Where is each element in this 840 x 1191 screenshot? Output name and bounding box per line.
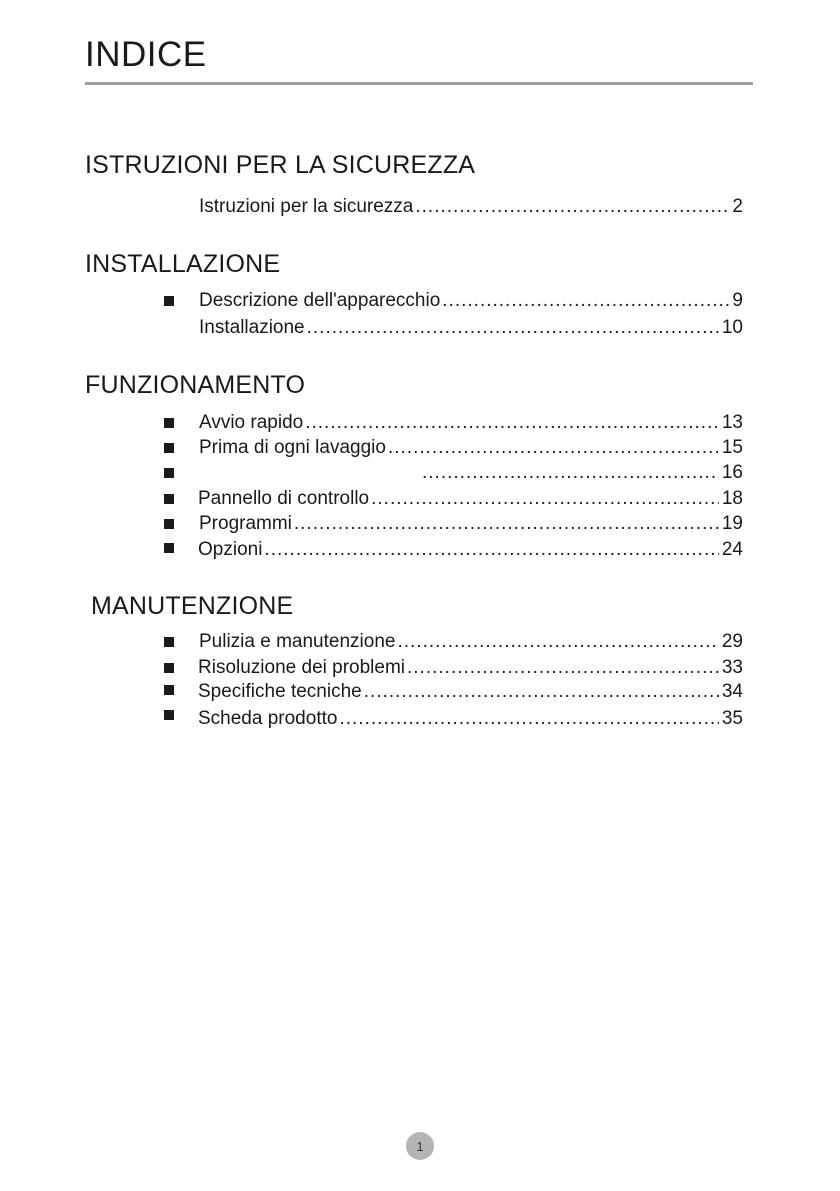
toc-entry <box>198 679 743 704</box>
toc-entry <box>198 537 743 562</box>
page-number: 1 <box>416 1138 424 1154</box>
bullet-square-icon <box>164 710 174 720</box>
bullet-square-icon <box>164 418 174 428</box>
toc-entry-page: 16 <box>721 462 743 483</box>
dot-leader <box>294 511 719 536</box>
bullet-square-icon <box>164 468 174 478</box>
toc-entry-page: 29 <box>721 631 743 652</box>
dot-leader <box>305 410 719 435</box>
toc-entry-page: 13 <box>721 412 743 433</box>
section-heading-operation: FUNZIONAMENTO <box>85 371 306 399</box>
toc-row[interactable] <box>162 288 743 313</box>
bullet-square-icon <box>164 663 174 673</box>
toc-row[interactable] <box>162 460 743 485</box>
toc-entry-page: 24 <box>721 539 743 560</box>
toc-entry <box>198 706 743 731</box>
bullet-square-icon <box>164 519 174 529</box>
toc-entry-label: Istruzioni per la sicurezza <box>199 196 414 217</box>
toc-entry-label: Descrizione dell'apparecchio <box>199 290 441 311</box>
dot-leader <box>364 679 719 704</box>
toc-row[interactable] <box>162 655 743 680</box>
dot-leader <box>407 655 719 680</box>
toc-row[interactable] <box>162 706 743 731</box>
section-heading-maintenance: MANUTENZIONE <box>91 592 294 620</box>
toc-row[interactable] <box>162 629 743 654</box>
dot-leader <box>339 706 718 731</box>
toc-entry-label: Installazione <box>199 317 305 338</box>
title-divider <box>85 82 753 85</box>
toc-row[interactable] <box>162 194 743 219</box>
dot-leader <box>264 537 718 562</box>
bullet-square-icon <box>164 296 174 306</box>
toc-entry-label: Avvio rapido <box>199 412 304 433</box>
toc-entry-label: Prima di ogni lavaggio <box>199 437 386 458</box>
toc-row[interactable] <box>162 315 743 340</box>
toc-row[interactable] <box>162 486 743 511</box>
bullet-square-icon <box>164 443 174 453</box>
toc-entry <box>420 460 743 485</box>
toc-entry-label: Pannello di controllo <box>198 488 370 509</box>
toc-entry-page: 9 <box>732 290 743 311</box>
toc-entry-page: 34 <box>721 681 743 702</box>
section-heading-installation: INSTALLAZIONE <box>85 250 281 278</box>
bullet-square-icon <box>164 543 174 553</box>
toc-entry <box>199 288 743 313</box>
toc-entry <box>199 315 743 340</box>
toc-entry <box>198 655 743 680</box>
toc-entry-page: 2 <box>732 196 743 217</box>
page-title: INDICE <box>85 35 207 74</box>
bullet-square-icon <box>164 494 174 504</box>
toc-entry <box>199 410 743 435</box>
toc-row[interactable] <box>162 537 743 562</box>
dot-leader <box>307 315 719 340</box>
toc-entry <box>199 194 743 219</box>
toc-entry-label: Specifiche tecniche <box>198 681 362 702</box>
toc-entry <box>198 486 743 511</box>
toc-row[interactable] <box>162 511 743 536</box>
dot-leader <box>397 629 718 654</box>
dot-leader <box>442 288 729 313</box>
toc-entry-page: 35 <box>721 708 743 729</box>
toc-entry-label: Risoluzione dei problemi <box>198 657 405 678</box>
bullet-square-icon <box>164 685 174 695</box>
toc-entry-page: 33 <box>721 657 743 678</box>
toc-entry-label: Opzioni <box>198 539 263 560</box>
toc-row[interactable] <box>162 679 743 704</box>
dot-leader <box>415 194 729 219</box>
section-heading-safety: ISTRUZIONI PER LA SICUREZZA <box>85 151 476 179</box>
bullet-square-icon <box>164 637 174 647</box>
dot-leader <box>422 460 719 485</box>
toc-row[interactable] <box>162 435 743 460</box>
toc-entry <box>199 511 743 536</box>
toc-entry-page: 15 <box>721 437 743 458</box>
toc-entry <box>199 435 743 460</box>
dot-leader <box>388 435 719 460</box>
toc-entry-label: Scheda prodotto <box>198 708 338 729</box>
toc-entry <box>199 629 743 654</box>
dot-leader <box>371 486 719 511</box>
toc-entry-label: Programmi <box>199 513 292 534</box>
toc-row[interactable] <box>162 410 743 435</box>
page-number-badge <box>406 1132 434 1160</box>
toc-entry-label: Pulizia e manutenzione <box>199 631 396 652</box>
toc-entry-page: 19 <box>721 513 743 534</box>
toc-entry-page: 18 <box>721 488 743 509</box>
toc-entry-page: 10 <box>721 317 743 338</box>
